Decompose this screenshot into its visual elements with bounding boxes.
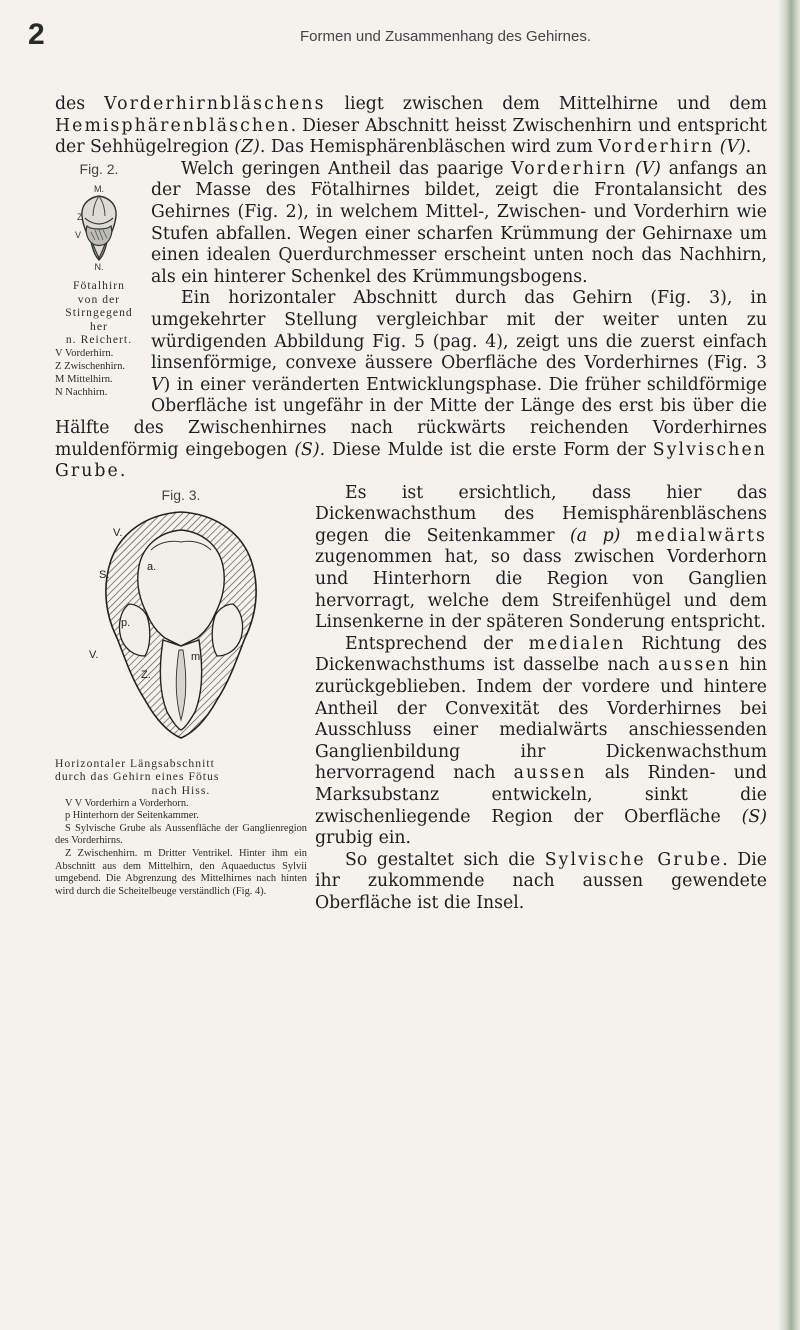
fig3-letter-v-left: V. bbox=[89, 649, 99, 662]
text-run: liegt zwischen dem Mittelhirne und dem bbox=[325, 94, 767, 114]
running-head: Formen und Zusammenhang des Gehirnes. bbox=[300, 28, 591, 45]
text-run: anfangs an der Masse des Fötalhirnes bildet, zeigt die Frontalansicht des Gehirnes (Fig. 2), in welchem Mittel-, Zwischen- und Vorderhirn wie Stufen abfallen. Wegen einer scharfen Krümmung der Gehirnaxe um einen idealen Querdurchmesser erscheint unten noch das Nachhirn, als ein hinterer Schenkel des Krümmungsbogens. bbox=[151, 158, 767, 287]
italic-ref: (V) bbox=[719, 137, 746, 158]
italic-ref: (Z) bbox=[234, 137, 260, 158]
spaced-term: aussen bbox=[513, 763, 587, 784]
italic-ref: V bbox=[151, 374, 164, 395]
text-run: Ein horizontaler Abschnitt durch das Gehirn (Fig. 3), in umgekehrter Stellung vergleichbar mit der weiter unten zu würdigenden Abbildung Fig. 5 (pag. 4), zeigt uns die zuerst einfach linsenförmige, convexe äussere Oberfläche des Vorderhirnes (Fig. 3 bbox=[151, 288, 767, 374]
italic-ref: (S) bbox=[741, 806, 767, 827]
fig3-legend-line: p Hinterhorn der Seitenkammer. bbox=[65, 810, 199, 822]
text-run: . bbox=[119, 461, 126, 482]
fig2-caption-line: n. Reichert. bbox=[65, 333, 133, 347]
fig3-caption-line: Horizontaler Längsabschnitt bbox=[55, 756, 215, 770]
figure-2-drawing bbox=[55, 180, 143, 270]
figure-3-label: Fig. 3. bbox=[161, 486, 201, 503]
fig2-letter-m: M. bbox=[94, 184, 104, 195]
figure-3-caption bbox=[55, 757, 307, 899]
fig3-legend-line: V V Vorderhirn a Vorderhorn. bbox=[65, 797, 189, 809]
figure-3-drawing bbox=[55, 506, 307, 746]
fig3-letter-z: Z. bbox=[141, 669, 151, 682]
fig3-letter-m: m. bbox=[191, 651, 204, 664]
text-run: grubig ein. bbox=[315, 828, 411, 849]
paragraph-3 bbox=[55, 288, 767, 482]
text-run: So gestaltet sich die bbox=[345, 849, 545, 870]
text-run: Entsprechend der bbox=[345, 633, 529, 654]
text-run: Richtung des Dickenwachsthums ist dasselbe nach bbox=[315, 633, 767, 676]
fig2-legend-line: Z Zwischenhirn. bbox=[55, 360, 126, 372]
spaced-term: aussen bbox=[657, 655, 731, 676]
text-run: hin zurückgeblieben. Indem der vordere und hintere Antheil der Convexität des Vorderhirnes bei Ausschluss einer medialwärts anschiessenden Ganglienbildung ihr Dickenwachsthum hervorragend nach bbox=[315, 655, 767, 784]
text-run: des bbox=[55, 94, 105, 114]
body-text bbox=[55, 94, 767, 915]
fig3-letter-p: p. bbox=[121, 617, 131, 630]
figure-2-caption bbox=[55, 279, 143, 399]
text-run: als Rinden- und Marksubstanz entwickeln, sinkt die zwischenliegende Region der Oberfläche bbox=[315, 763, 767, 827]
spaced-term: Sylvischen Grube bbox=[55, 439, 768, 482]
fig3-letter-s: S. bbox=[99, 569, 110, 582]
italic-ref: (V) bbox=[634, 158, 661, 179]
spaced-term: Hemisphärenbläschen bbox=[55, 115, 291, 136]
spaced-term: Vorderhirnbläschens bbox=[104, 94, 326, 114]
fig3-caption-line: durch das Gehirn eines Fötus bbox=[55, 770, 220, 784]
fig2-letter-n: N. bbox=[94, 262, 104, 271]
figure-2 bbox=[55, 159, 143, 399]
paragraph-1 bbox=[55, 94, 767, 159]
fig2-caption-line: von der Stirngegend her bbox=[65, 292, 133, 333]
fig2-caption-line: Fötalhirn bbox=[73, 278, 125, 292]
spaced-term: Vorderhirn bbox=[598, 137, 715, 158]
text-run: zugenommen hat, so dass zwischen Vorderhorn und Hinterhorn die Region von Ganglien hervorragt, welche dem Streifenhügel und dem Linsenkerne in der späteren Sonderung entspricht. bbox=[315, 547, 767, 633]
fig3-letter-v-top: V. bbox=[113, 527, 123, 540]
italic-ref: (S) bbox=[294, 439, 320, 460]
fig2-letter-v: V bbox=[75, 230, 82, 241]
fig3-caption-line: nach Hiss. bbox=[151, 784, 211, 798]
fig2-legend-line: M Mittelhirn. bbox=[55, 373, 113, 385]
fig3-letter-a: a. bbox=[147, 561, 157, 574]
figure-3 bbox=[55, 485, 307, 899]
text-run bbox=[627, 159, 635, 179]
page-edge bbox=[778, 0, 800, 1330]
spaced-term: medialwärts bbox=[635, 525, 768, 546]
text-run: Es ist ersichtlich, dass hier das Dickenwachsthum des Hemisphärenbläschens gegen die Seitenkammer bbox=[315, 482, 767, 546]
text-run bbox=[620, 526, 636, 546]
paragraph-2 bbox=[55, 159, 767, 289]
text-run: . bbox=[745, 137, 752, 158]
text-run: ) in einer veränderten Entwicklungsphase. Die früher schildförmige Oberfläche ist ungefähr in der Mitte der Länge des erst bis über die Hälfte des Zwischenhirnes nach rückwärts reichenden Vorderhirnes muldenförmig eingebogen bbox=[55, 374, 767, 460]
italic-ref: (a p) bbox=[570, 525, 621, 546]
text-run: . Das Hemisphärenbläschen wird zum bbox=[259, 137, 599, 158]
page-number: 2 bbox=[28, 18, 45, 51]
spaced-term: Sylvische Grube bbox=[544, 849, 723, 870]
fig3-legend-line: Z Zwischenhirn. m Dritter Ventrikel. Hinter ihm ein Abschnitt aus dem Mittelhirn, den Aquaeductus Sylvii umgebend. Die Abgrenzung des Mittelhirnes nach hinten wird durch die Scheitelbeuge verständlich (Fig. 4). bbox=[55, 848, 307, 897]
text-run: Welch geringen Antheil das paarige bbox=[181, 158, 512, 179]
fig3-legend-line: S Sylvische Grube als Aussenfläche der Ganglienregion des Vorderhirns. bbox=[55, 822, 307, 847]
text-run: . Diese Mulde ist die erste Form der bbox=[319, 439, 653, 460]
spaced-term: medialen bbox=[528, 633, 626, 654]
fig2-letter-z: Z bbox=[77, 212, 83, 223]
page-header bbox=[0, 14, 780, 54]
text-run: . Dieser Abschnitt heisst Zwischenhirn und entspricht der Sehhügelregion bbox=[55, 115, 767, 158]
spaced-term: Vorderhirn bbox=[511, 158, 628, 179]
text-run: . Die ihr zukommende nach aussen gewendete Oberfläche ist die Insel. bbox=[315, 849, 767, 913]
figure-2-label: Fig. 2. bbox=[79, 160, 119, 177]
fig2-legend-line: V Vorderhirn. bbox=[55, 347, 114, 359]
fig2-legend-line: N Nachhirn. bbox=[55, 386, 108, 398]
